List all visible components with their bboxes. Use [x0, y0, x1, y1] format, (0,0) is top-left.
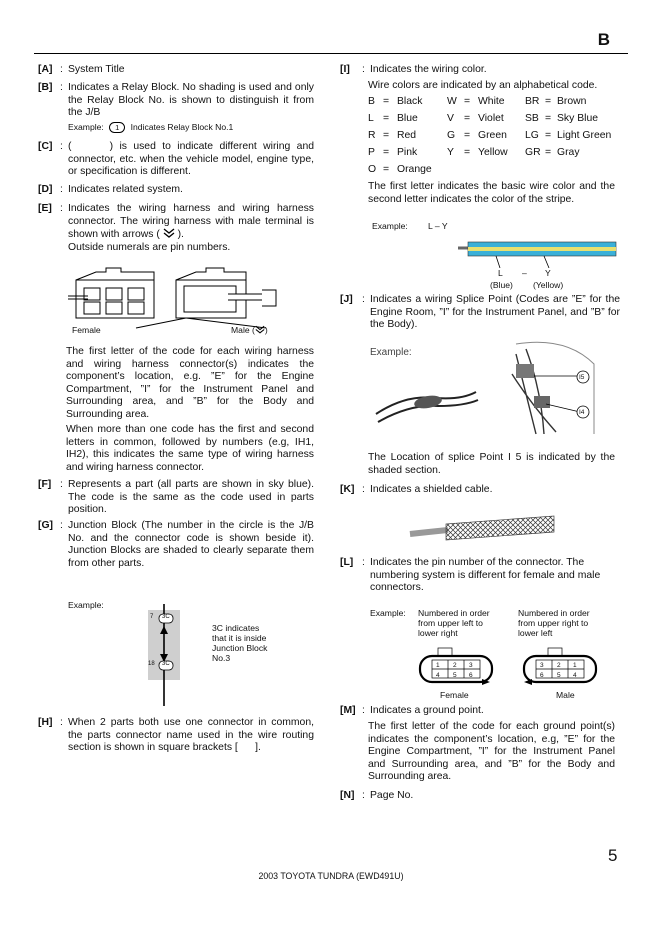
color-name: Orange [397, 164, 432, 175]
item-b-text: Indicates a Relay Block. No shading is used and only the Relay Block No. is shown to distinguish it from the J/B [68, 82, 314, 119]
item-b-example-text: Indicates Relay Block No.1 [130, 122, 234, 132]
male-pin: 1 [573, 662, 577, 669]
item-i-text2: Wire colors are indicated by an alphabetical code. [368, 80, 598, 91]
jb-pin-top: 7 [150, 614, 154, 620]
wire-blue-label: (Blue) [490, 280, 513, 290]
item-m-text: Indicates a ground point. [370, 705, 484, 716]
color-name: White [478, 96, 505, 107]
jb-caption [212, 623, 267, 663]
item-m-para: The first letter of the code for each ground point(s) indicates the component’s location, e.g, ”E” for the Engine Compartment, ”I” for the Instrument Panel and Surrounding area, and ”B” for the Body and Surrounding area. [368, 721, 615, 783]
relay-block-oval-icon: 1 [109, 122, 125, 133]
female-numbering-desc [418, 608, 490, 638]
splice-code-1: I5 [579, 374, 585, 381]
female-connector-label: Female [440, 690, 469, 700]
item-e-text2: ). [177, 229, 184, 241]
female-pin: 4 [436, 672, 440, 679]
item-h-text: When 2 parts both use one connector in common, the parts connector name used in the wire routing section is shown in square brackets [ ]. [68, 717, 317, 754]
color-eq: = [383, 164, 390, 175]
jb-caption-line: Junction Block [212, 643, 268, 653]
color-name: Black [397, 96, 423, 107]
color-name: Pink [397, 147, 418, 158]
male-desc-line: from upper right to [518, 618, 589, 628]
color-eq: = [545, 147, 552, 158]
color-code: V [447, 113, 454, 124]
item-g-example: Example: [68, 600, 104, 610]
shielded-cable-icon [408, 510, 558, 546]
item-i-label: [I] [340, 64, 350, 75]
color-code: P [368, 147, 375, 158]
male-desc-line: Numbered in order [518, 608, 590, 618]
item-g-text: Junction Block (The number in the circle is the J/B No. and the connector code is shown beside it). Junction Blocks are shaded to clearly separate them from other parts. [68, 520, 314, 569]
color-eq: = [464, 130, 471, 141]
item-a-text: System Title [68, 64, 125, 75]
item-h: [H] : When 2 parts both use one connector in common, the parts connector name used in the wire routing section is shown in square brackets [ ]. [38, 717, 317, 754]
color-code: G [447, 130, 456, 141]
color-code: Y [447, 147, 454, 158]
male-pin: 3 [540, 662, 544, 669]
item-j-para: The Location of splice Point I 5 is indicated by the shaded section. [368, 452, 615, 476]
item-i: [I] : Indicates the wiring color. [340, 64, 620, 77]
wire-illustration [456, 238, 618, 268]
item-m: [M] : Indicates a ground point. [340, 705, 620, 718]
wire-dash: – [522, 268, 527, 278]
item-n-label: [N] [340, 790, 355, 801]
item-f-text: Represents a part (all parts are shown in sky blue). The code is the same as the code used in parts position. [68, 479, 314, 516]
color-code: W [447, 96, 457, 107]
color-eq: = [464, 113, 471, 124]
male-pin: 5 [557, 672, 561, 679]
item-g-label: [G] [38, 520, 54, 531]
male-label-end: ) [264, 325, 268, 335]
color-name: Green [478, 130, 507, 141]
color-name: Yellow [478, 147, 508, 158]
item-e-para1: The first letter of the code for each wiring harness and wiring harness connector(s) indicates the component’s location, e.g. ”E” for the Engine Compartment, ”I” for the Instrument Panel and Surrounding area, and ”B” for the Body and Surrounding area. [66, 346, 314, 420]
jb-code-bottom: 3C [162, 661, 170, 667]
male-connector-label: Male [556, 690, 575, 700]
male-label-text: Male ( [231, 325, 255, 335]
wire-y-letter: Y [545, 268, 551, 278]
jb-caption-line: No.3 [212, 653, 231, 663]
wire-yellow-label: (Yellow) [533, 280, 564, 290]
item-b-label: [B] [38, 82, 53, 93]
item-d: [D] : Indicates related system. [38, 184, 314, 197]
color-code: BR [525, 96, 540, 107]
wire-yellow-stripe [468, 247, 616, 251]
color-eq: = [464, 147, 471, 158]
female-desc-line: from upper left to [418, 618, 483, 628]
color-eq: = [545, 130, 552, 141]
item-m-label: [M] [340, 705, 356, 716]
item-n-text: Page No. [370, 790, 414, 801]
male-desc-line: lower left [518, 628, 553, 638]
color-code: SB [525, 113, 539, 124]
jb-pin-bottom: 18 [148, 661, 155, 667]
item-j-text: Indicates a wiring Splice Point (Codes are ”E” for the Engine Room, ”I” for the Instrument Panel, and ”B” for the Body). [370, 294, 620, 331]
color-code: R [368, 130, 376, 141]
item-c: [C] : ( ) is used to indicate different wiring and connector, etc. when the vehicle model, engine type, or specification is different. [38, 141, 317, 178]
color-eq: = [464, 96, 471, 107]
item-e-label: [E] [38, 203, 52, 214]
splice-code-2: I4 [579, 409, 585, 416]
color-code: GR [525, 147, 541, 158]
jb-code-top: 3C [162, 614, 170, 620]
color-name: Brown [557, 96, 587, 107]
item-d-label: [D] [38, 184, 53, 195]
female-pin: 5 [453, 672, 457, 679]
male-numbering-desc [518, 608, 590, 638]
color-eq: = [383, 130, 390, 141]
male-connector-diagram [518, 646, 604, 688]
color-name: Blue [397, 113, 418, 124]
item-l: [L] : Indicates the pin number of the connector. The numbering system is different for female and male connectors. [340, 557, 620, 595]
male-pin: 4 [573, 672, 577, 679]
color-code: L [368, 113, 374, 124]
color-name: Gray [557, 147, 580, 158]
item-b-example [68, 122, 233, 133]
male-pin: 6 [540, 672, 544, 679]
item-n: [N] : Page No. [340, 790, 620, 803]
item-f: [F] : Represents a part (all parts are shown in sky blue). The code is the same as the code used in parts position. [38, 479, 314, 516]
item-k-text: Indicates a shielded cable. [370, 484, 493, 495]
item-f-label: [F] [38, 479, 52, 490]
item-j-label: [J] [340, 294, 353, 305]
color-eq: = [545, 96, 552, 107]
male-arrow-icon [255, 325, 265, 334]
item-c-label: [C] [38, 141, 53, 152]
female-desc-line: lower right [418, 628, 458, 638]
jb-caption-line: that it is inside [212, 633, 267, 643]
color-eq: = [383, 96, 390, 107]
color-eq: = [545, 113, 552, 124]
color-name: Light Green [557, 130, 612, 141]
page-number: 5 [608, 846, 618, 865]
item-a-label: [A] [38, 64, 53, 75]
header-rule [34, 53, 628, 54]
item-d-text: Indicates related system. [68, 184, 183, 195]
female-pin: 6 [469, 672, 473, 679]
item-a: [A] : System Title [38, 64, 314, 77]
item-k-label: [K] [340, 484, 355, 495]
female-pin: 3 [469, 662, 473, 669]
item-i-para: The first letter indicates the basic wire color and the second letter indicates the color of the stripe. [368, 181, 615, 205]
color-code: LG [525, 130, 539, 141]
item-h-label: [H] [38, 717, 53, 728]
item-e: [E] : Indicates the wiring harness and wiring harness connector. The wiring harness with male terminal is shown with arrows ( ). Outside numerals are pin numbers. [38, 203, 314, 253]
item-e-para2: When more than one code has the first and second letters in common, followed by numbers (e.g, IH1, IH2), this indicates the same type of wiring harness and wiring harness connector. [66, 424, 314, 473]
color-code: B [368, 96, 375, 107]
color-name: Red [397, 130, 417, 141]
item-l-label: [L] [340, 557, 354, 568]
color-eq: = [383, 147, 390, 158]
item-j: [J] : Indicates a wiring Splice Point (Codes are ”E” for the Engine Room, ”I” for the Instrument Panel, and ”B” for the Body). [340, 294, 620, 331]
wire-l-letter: L [498, 268, 503, 278]
item-b: [B] : Indicates a Relay Block. No shading is used and only the Relay Block No. is shown to distinguish it from the J/B [38, 82, 314, 119]
color-name: Sky Blue [557, 113, 599, 124]
item-b-example-label: Example: [68, 122, 104, 132]
wire-example-code: L – Y [428, 221, 448, 231]
color-eq: = [383, 113, 390, 124]
item-l-text: Indicates the pin number of the connector. The numbering system is different for female and male connectors. [370, 557, 601, 594]
female-desc-line: Numbered in order [418, 608, 490, 618]
item-e-text1: Indicates the wiring harness and wiring harness connector. The wiring harness with male terminal is shown with arrows ( [68, 203, 314, 241]
color-name: Violet [478, 113, 504, 124]
color-code: O [368, 164, 377, 175]
male-arrow-icon [163, 228, 175, 238]
item-i-text1: Indicates the wiring color. [370, 64, 487, 75]
pin-example-label: Example: [370, 608, 406, 618]
splice-example-label: Example: [370, 347, 412, 358]
item-g: [G] : Junction Block (The number in the circle is the J/B No. and the connector code is shown beside it). Junction Blocks are shaded to clearly separate them from other parts. [38, 520, 314, 569]
section-letter: B [597, 30, 610, 49]
male-label [231, 325, 268, 335]
female-pin: 1 [436, 662, 440, 669]
item-c-text: ( ) is used to indicate different wiring and connector, etc. when the vehicle model, engine type, or specification is different. [68, 141, 317, 178]
jb-caption-line: 3C indicates [212, 623, 260, 633]
footer-title: 2003 TOYOTA TUNDRA (EWD491U) [258, 871, 404, 881]
item-k: [K] : Indicates a shielded cable. [340, 484, 620, 497]
item-e-text3: Outside numerals are pin numbers. [68, 241, 231, 253]
female-pin: 2 [453, 662, 457, 669]
female-label: Female [72, 325, 101, 335]
wire-example-label: Example: [372, 221, 408, 231]
male-pin: 2 [557, 662, 561, 669]
